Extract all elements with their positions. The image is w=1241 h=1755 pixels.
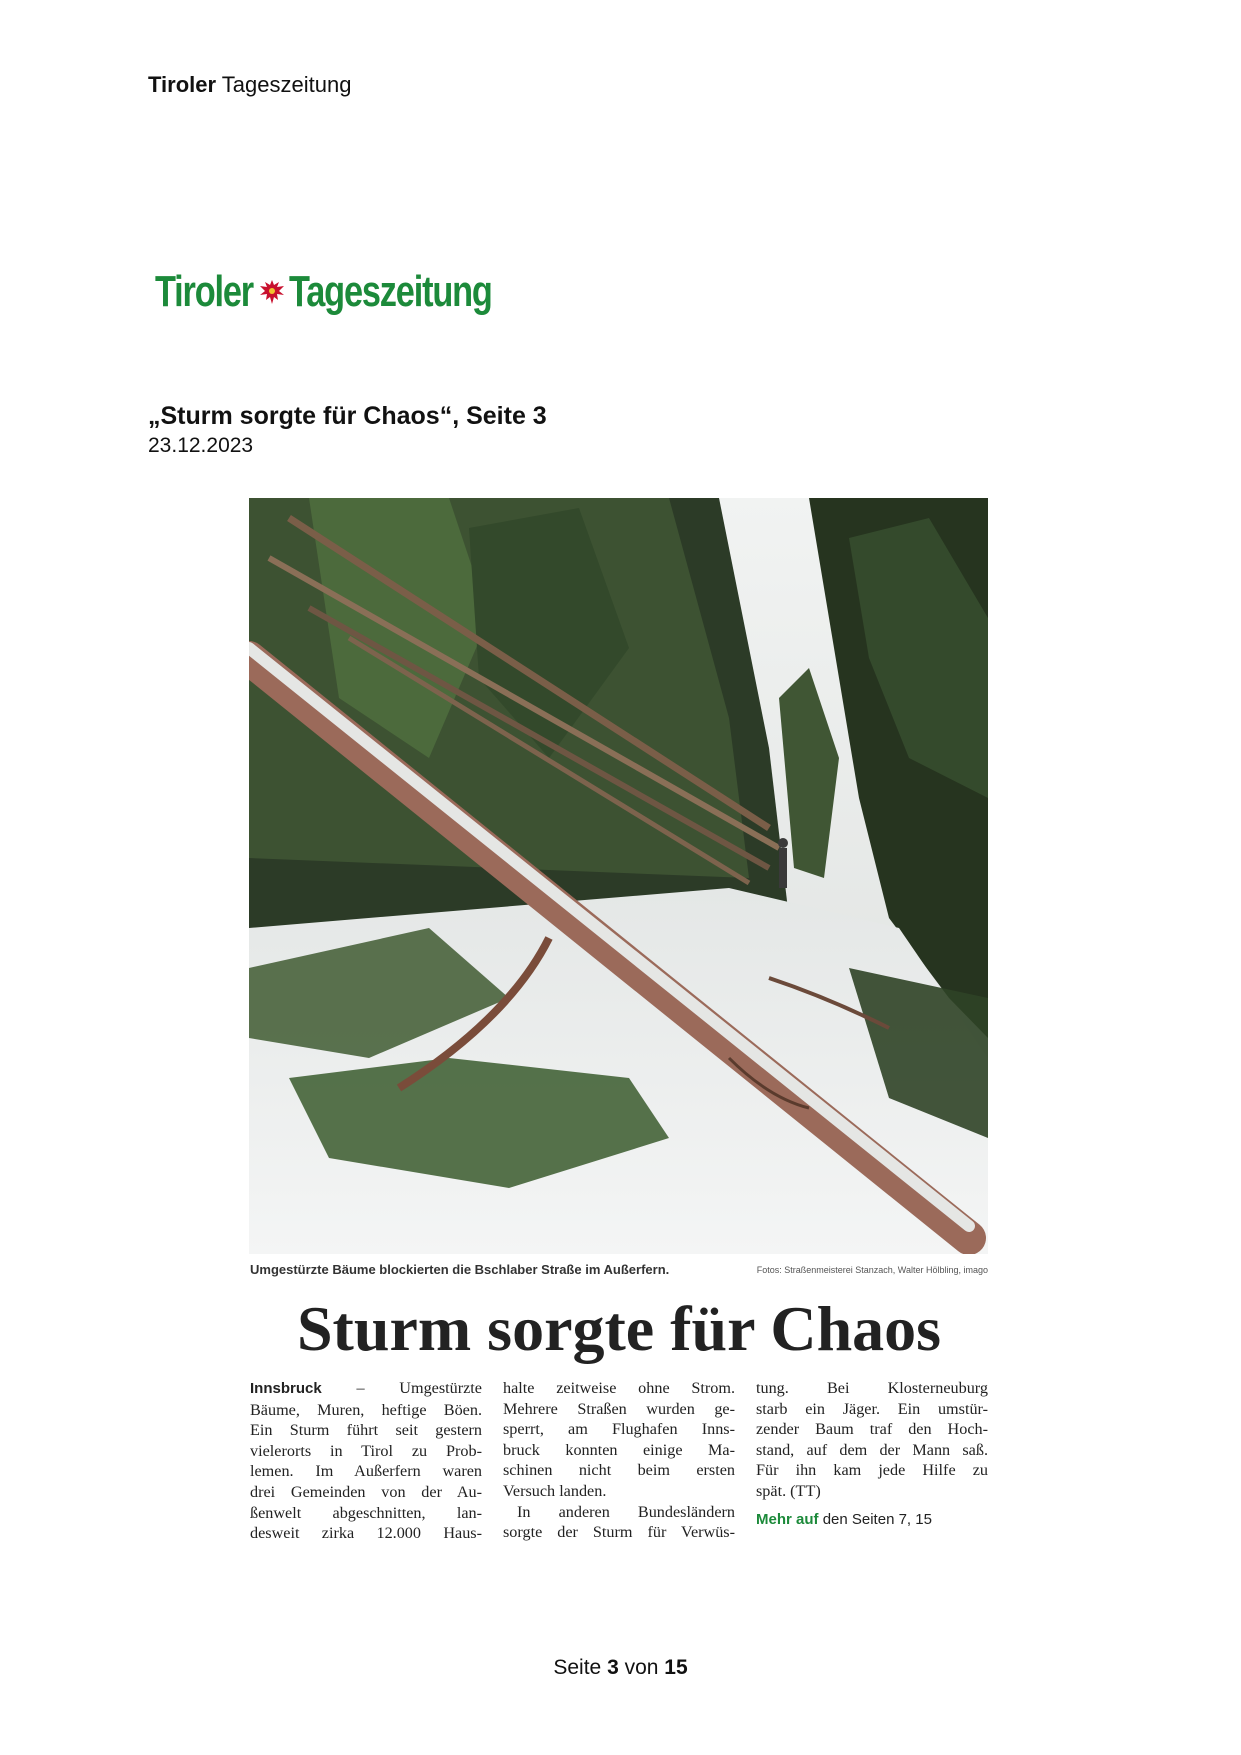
more-pages-reference	[756, 1510, 988, 1531]
text-line: stand, auf dem der Mann saß.	[756, 1440, 988, 1459]
text-line: ßenwelt abgeschnitten, lan-	[250, 1503, 482, 1522]
publication-name-regular: Tageszeitung	[221, 72, 352, 97]
text-line: sorgte der Sturm für Verwüs-	[503, 1523, 735, 1542]
footer-prefix: Seite	[553, 1656, 602, 1679]
article-column-1	[250, 1378, 482, 1544]
more-prefix: Mehr auf	[756, 1510, 819, 1528]
footer-page-number: 3	[607, 1656, 619, 1679]
footer-middle: von	[624, 1656, 659, 1679]
text-line: sperrt, am Flughafen Inns-	[503, 1420, 735, 1439]
text-line: tung. Bei Klosterneuburg	[756, 1379, 988, 1397]
text-line: Ein Sturm führt seit gestern	[250, 1421, 482, 1440]
publication-name-bold: Tiroler	[148, 72, 217, 97]
logo-word-tageszeitung: Tageszeitung	[289, 267, 492, 316]
article-body	[250, 1378, 988, 1544]
text-line: drei Gemeinden von der Au-	[250, 1482, 482, 1501]
publication-header	[148, 72, 351, 98]
tyrolean-eagle-icon	[257, 277, 287, 307]
text-line: halte zeitweise ohne Strom.	[503, 1379, 735, 1397]
article-headline: Sturm sorgte für Chaos	[296, 1293, 942, 1364]
text-line: bruck konnten einige Ma-	[503, 1440, 735, 1459]
text-line: lemen. Im Außerfern waren	[250, 1462, 482, 1481]
footer-total-pages: 15	[664, 1656, 688, 1679]
fallen-trees-photo	[249, 498, 988, 1254]
text-line: starb ein Jäger. Ein umstür-	[756, 1399, 988, 1418]
text-line: Für ihn kam jede Hilfe zu	[756, 1461, 988, 1480]
logo-word-tiroler: Tiroler	[155, 267, 253, 316]
text-line: schinen nicht beim ersten	[503, 1461, 735, 1480]
document-date: 23.12.2023	[148, 434, 254, 457]
text-line: Mehrere Straßen wurden ge-	[503, 1399, 735, 1418]
page-footer	[0, 1656, 1241, 1680]
text-line: vielerorts in Tirol zu Prob-	[250, 1441, 482, 1460]
dateline: Innsbruck	[250, 1380, 322, 1397]
text-line: Bäume, Muren, heftige Böen.	[250, 1400, 482, 1419]
photo-caption: Umgestürzte Bäume blockierten die Bschlaber Straße im Außerfern.	[250, 1262, 670, 1277]
article-column-3	[756, 1378, 988, 1544]
document-title: „Sturm sorgte für Chaos“, Seite 3	[148, 402, 547, 430]
text-line: In anderen Bundesländern	[517, 1502, 735, 1521]
text-line: desweit zirka 12.000 Haus-	[250, 1524, 482, 1543]
photo-credit: Fotos: Straßenmeisterei Stanzach, Walter Hölbling, imago	[756, 1265, 988, 1275]
text-line: spät. (TT)	[756, 1481, 821, 1500]
text-line: zender Baum traf den Hoch-	[756, 1420, 988, 1439]
article-photo	[249, 498, 988, 1254]
text-line: Versuch landen.	[503, 1481, 607, 1500]
text-line: Innsbruck – Umgestürzte	[250, 1379, 482, 1397]
article-column-2	[503, 1378, 735, 1544]
newspaper-logo	[155, 265, 549, 319]
more-suffix: den Seiten 7, 15	[822, 1510, 932, 1528]
